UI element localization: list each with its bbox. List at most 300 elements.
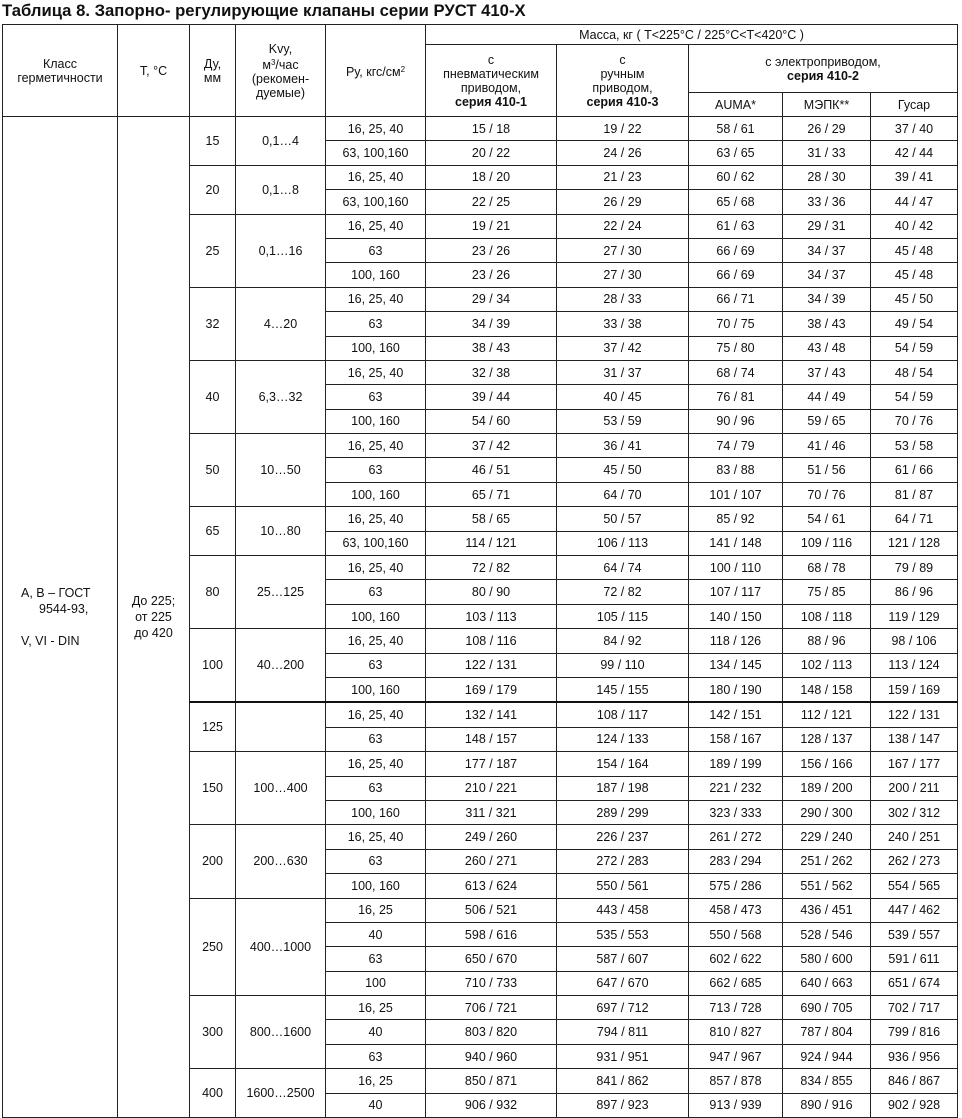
header-auma xyxy=(689,93,783,117)
gusar-mass-cell: 70 / 76 xyxy=(871,409,958,433)
pneumatic-mass-cell: 906 / 932 xyxy=(426,1093,557,1117)
py-cell: 100 xyxy=(326,971,426,995)
header-mass xyxy=(426,25,958,45)
temp-line1: До 225; xyxy=(131,594,176,608)
kvy-cell: 10…80 xyxy=(236,507,326,556)
mepk-mass-cell: 54 / 61 xyxy=(783,507,871,531)
header-man-line2: ручным xyxy=(600,66,645,81)
mepk-mass-cell: 251 / 262 xyxy=(783,849,871,873)
py-cell: 100, 160 xyxy=(326,604,426,628)
mepk-mass-cell: 29 / 31 xyxy=(783,214,871,238)
header-kvy xyxy=(236,25,326,117)
header-manual xyxy=(557,45,689,117)
mepk-mass-cell: 109 / 116 xyxy=(783,531,871,555)
gusar-mass-cell: 167 / 177 xyxy=(871,752,958,776)
pneumatic-mass-cell: 850 / 871 xyxy=(426,1069,557,1093)
py-cell: 100, 160 xyxy=(326,409,426,433)
manual-mass-cell: 443 / 458 xyxy=(557,898,689,922)
manual-mass-cell: 31 / 37 xyxy=(557,360,689,384)
auma-mass-cell: 70 / 75 xyxy=(689,312,783,336)
auma-mass-cell: 221 / 232 xyxy=(689,776,783,800)
manual-mass-cell: 99 / 110 xyxy=(557,653,689,677)
auma-mass-cell: 947 / 967 xyxy=(689,1044,783,1068)
manual-mass-cell: 841 / 862 xyxy=(557,1069,689,1093)
py-cell: 16, 25, 40 xyxy=(326,556,426,580)
kvy-cell: 1600…2500 xyxy=(236,1069,326,1118)
header-pneumatic xyxy=(426,45,557,117)
mepk-mass-cell: 108 / 118 xyxy=(783,604,871,628)
gusar-mass-cell: 42 / 44 xyxy=(871,141,958,165)
kvy-cell: 800…1600 xyxy=(236,996,326,1069)
auma-mass-cell: 107 / 117 xyxy=(689,580,783,604)
temp-cell xyxy=(118,117,190,1118)
kvy-cell: 4…20 xyxy=(236,287,326,360)
header-kvy-line1: Kvy, xyxy=(268,41,293,56)
mepk-mass-cell: 28 / 30 xyxy=(783,165,871,189)
header-electric xyxy=(689,45,958,93)
temp-line2: от 225 xyxy=(135,610,172,624)
du-cell: 200 xyxy=(190,825,236,898)
auma-mass-cell: 100 / 110 xyxy=(689,556,783,580)
manual-mass-cell: 26 / 29 xyxy=(557,190,689,214)
gusar-mass-cell: 61 / 66 xyxy=(871,458,958,482)
manual-mass-cell: 697 / 712 xyxy=(557,996,689,1020)
header-pneu-series: серия 410-1 xyxy=(455,94,527,109)
manual-mass-cell: 550 / 561 xyxy=(557,874,689,898)
py-cell: 63 xyxy=(326,727,426,751)
header-el-line1: с электроприводом, xyxy=(765,54,881,69)
manual-mass-cell: 587 / 607 xyxy=(557,947,689,971)
header-mass-text: Масса, кг ( Т<225°С / 225°С<Т<420°С ) xyxy=(579,27,804,42)
mepk-mass-cell: 834 / 855 xyxy=(783,1069,871,1093)
pneumatic-mass-cell: 65 / 71 xyxy=(426,482,557,506)
manual-mass-cell: 897 / 923 xyxy=(557,1093,689,1117)
py-cell: 16, 25, 40 xyxy=(326,702,426,727)
manual-mass-cell: 72 / 82 xyxy=(557,580,689,604)
mepk-mass-cell: 88 / 96 xyxy=(783,629,871,653)
pneumatic-mass-cell: 20 / 22 xyxy=(426,141,557,165)
auma-mass-cell: 75 / 80 xyxy=(689,336,783,360)
py-cell: 16, 25, 40 xyxy=(326,117,426,141)
gusar-mass-cell: 81 / 87 xyxy=(871,482,958,506)
manual-mass-cell: 105 / 115 xyxy=(557,604,689,628)
du-cell: 50 xyxy=(190,434,236,507)
kvy-cell: 0,1…4 xyxy=(236,117,326,166)
pneumatic-mass-cell: 108 / 116 xyxy=(426,629,557,653)
py-cell: 16, 25, 40 xyxy=(326,507,426,531)
header-mepk-text: МЭПК** xyxy=(803,97,850,112)
py-cell: 16, 25, 40 xyxy=(326,287,426,311)
header-temp xyxy=(118,25,190,117)
mepk-mass-cell: 59 / 65 xyxy=(783,409,871,433)
header-kvy-unit2: /час xyxy=(275,57,299,72)
manual-mass-cell: 272 / 283 xyxy=(557,849,689,873)
manual-mass-cell: 45 / 50 xyxy=(557,458,689,482)
py-cell: 16, 25, 40 xyxy=(326,360,426,384)
du-cell: 100 xyxy=(190,629,236,703)
pneumatic-mass-cell: 650 / 670 xyxy=(426,947,557,971)
header-klass-text: Класс герметичности xyxy=(17,56,103,85)
header-klass xyxy=(3,25,118,117)
gusar-mass-cell: 86 / 96 xyxy=(871,580,958,604)
auma-mass-cell: 74 / 79 xyxy=(689,434,783,458)
header-kvy-unit: м xyxy=(262,57,271,72)
gusar-mass-cell: 302 / 312 xyxy=(871,800,958,824)
py-cell: 63 xyxy=(326,385,426,409)
gusar-mass-cell: 240 / 251 xyxy=(871,825,958,849)
auma-mass-cell: 713 / 728 xyxy=(689,996,783,1020)
py-cell: 40 xyxy=(326,1020,426,1044)
manual-mass-cell: 64 / 74 xyxy=(557,556,689,580)
header-gusar xyxy=(871,93,958,117)
pneumatic-mass-cell: 32 / 38 xyxy=(426,360,557,384)
mepk-mass-cell: 924 / 944 xyxy=(783,1044,871,1068)
gusar-mass-cell: 45 / 48 xyxy=(871,238,958,262)
manual-mass-cell: 108 / 117 xyxy=(557,702,689,727)
pneumatic-mass-cell: 311 / 321 xyxy=(426,800,557,824)
py-cell: 100, 160 xyxy=(326,800,426,824)
table-title: Таблица 8. Запорно- регулирующие клапаны серии РУСТ 410-Х xyxy=(2,1,526,20)
py-cell: 63 xyxy=(326,312,426,336)
mepk-mass-cell: 290 / 300 xyxy=(783,800,871,824)
gusar-mass-cell: 138 / 147 xyxy=(871,727,958,751)
mepk-mass-cell: 43 / 48 xyxy=(783,336,871,360)
manual-mass-cell: 53 / 59 xyxy=(557,409,689,433)
gusar-mass-cell: 39 / 41 xyxy=(871,165,958,189)
mepk-mass-cell: 128 / 137 xyxy=(783,727,871,751)
gusar-mass-cell: 113 / 124 xyxy=(871,653,958,677)
mepk-mass-cell: 640 / 663 xyxy=(783,971,871,995)
py-cell: 40 xyxy=(326,922,426,946)
auma-mass-cell: 60 / 62 xyxy=(689,165,783,189)
header-du-line2: мм xyxy=(203,70,222,85)
mepk-mass-cell: 436 / 451 xyxy=(783,898,871,922)
valve-mass-table xyxy=(2,24,958,1118)
gusar-mass-cell: 98 / 106 xyxy=(871,629,958,653)
header-pneu-line1: с xyxy=(487,52,495,67)
kvy-cell: 40…200 xyxy=(236,629,326,703)
auma-mass-cell: 458 / 473 xyxy=(689,898,783,922)
auma-mass-cell: 118 / 126 xyxy=(689,629,783,653)
gusar-mass-cell: 936 / 956 xyxy=(871,1044,958,1068)
auma-mass-cell: 180 / 190 xyxy=(689,677,783,702)
py-cell: 100, 160 xyxy=(326,874,426,898)
auma-mass-cell: 602 / 622 xyxy=(689,947,783,971)
du-cell: 25 xyxy=(190,214,236,287)
gusar-mass-cell: 40 / 42 xyxy=(871,214,958,238)
pneumatic-mass-cell: 710 / 733 xyxy=(426,971,557,995)
manual-mass-cell: 36 / 41 xyxy=(557,434,689,458)
auma-mass-cell: 63 / 65 xyxy=(689,141,783,165)
manual-mass-cell: 24 / 26 xyxy=(557,141,689,165)
header-py-text: Ру, кгс/см xyxy=(345,64,401,79)
du-cell: 300 xyxy=(190,996,236,1069)
manual-mass-cell: 28 / 33 xyxy=(557,287,689,311)
mepk-mass-cell: 26 / 29 xyxy=(783,117,871,141)
header-gusar-text: Гусар xyxy=(897,97,931,112)
auma-mass-cell: 550 / 568 xyxy=(689,922,783,946)
mepk-mass-cell: 75 / 85 xyxy=(783,580,871,604)
auma-mass-cell: 65 / 68 xyxy=(689,190,783,214)
gusar-mass-cell: 37 / 40 xyxy=(871,117,958,141)
auma-mass-cell: 141 / 148 xyxy=(689,531,783,555)
mepk-mass-cell: 34 / 37 xyxy=(783,238,871,262)
gusar-mass-cell: 122 / 131 xyxy=(871,702,958,727)
header-temp-text: Т, °С xyxy=(139,63,168,78)
table-body xyxy=(3,117,958,1118)
gusar-mass-cell: 846 / 867 xyxy=(871,1069,958,1093)
py-cell: 40 xyxy=(326,1093,426,1117)
auma-mass-cell: 189 / 199 xyxy=(689,752,783,776)
manual-mass-cell: 22 / 24 xyxy=(557,214,689,238)
pneumatic-mass-cell: 260 / 271 xyxy=(426,849,557,873)
header-man-series: серия 410-3 xyxy=(586,94,659,109)
manual-mass-cell: 40 / 45 xyxy=(557,385,689,409)
pneumatic-mass-cell: 22 / 25 xyxy=(426,190,557,214)
mepk-mass-cell: 580 / 600 xyxy=(783,947,871,971)
pneumatic-mass-cell: 803 / 820 xyxy=(426,1020,557,1044)
gusar-mass-cell: 54 / 59 xyxy=(871,385,958,409)
auma-mass-cell: 575 / 286 xyxy=(689,874,783,898)
pneumatic-mass-cell: 103 / 113 xyxy=(426,604,557,628)
py-cell: 100, 160 xyxy=(326,677,426,702)
gusar-mass-cell: 49 / 54 xyxy=(871,312,958,336)
kvy-cell: 10…50 xyxy=(236,434,326,507)
auma-mass-cell: 134 / 145 xyxy=(689,653,783,677)
pneumatic-mass-cell: 598 / 616 xyxy=(426,922,557,946)
pneumatic-mass-cell: 132 / 141 xyxy=(426,702,557,727)
manual-mass-cell: 106 / 113 xyxy=(557,531,689,555)
gusar-mass-cell: 64 / 71 xyxy=(871,507,958,531)
mepk-mass-cell: 34 / 39 xyxy=(783,287,871,311)
gusar-mass-cell: 53 / 58 xyxy=(871,434,958,458)
pneumatic-mass-cell: 249 / 260 xyxy=(426,825,557,849)
auma-mass-cell: 810 / 827 xyxy=(689,1020,783,1044)
header-du xyxy=(190,25,236,117)
py-cell: 16, 25 xyxy=(326,898,426,922)
py-cell: 100, 160 xyxy=(326,336,426,360)
mepk-mass-cell: 229 / 240 xyxy=(783,825,871,849)
auma-mass-cell: 261 / 272 xyxy=(689,825,783,849)
du-cell: 80 xyxy=(190,556,236,629)
gusar-mass-cell: 554 / 565 xyxy=(871,874,958,898)
pneumatic-mass-cell: 18 / 20 xyxy=(426,165,557,189)
manual-mass-cell: 19 / 22 xyxy=(557,117,689,141)
manual-mass-cell: 64 / 70 xyxy=(557,482,689,506)
header-pneu-line3: приводом, xyxy=(460,80,522,95)
py-cell: 63, 100,160 xyxy=(326,141,426,165)
klass-cell xyxy=(3,117,118,1118)
auma-mass-cell: 66 / 71 xyxy=(689,287,783,311)
header-py-sup: 2 xyxy=(400,64,406,74)
gusar-mass-cell: 591 / 611 xyxy=(871,947,958,971)
py-cell: 16, 25, 40 xyxy=(326,214,426,238)
manual-mass-cell: 226 / 237 xyxy=(557,825,689,849)
pneumatic-mass-cell: 39 / 44 xyxy=(426,385,557,409)
manual-mass-cell: 50 / 57 xyxy=(557,507,689,531)
pneumatic-mass-cell: 46 / 51 xyxy=(426,458,557,482)
auma-mass-cell: 662 / 685 xyxy=(689,971,783,995)
kvy-cell: 6,3…32 xyxy=(236,360,326,433)
gusar-mass-cell: 200 / 211 xyxy=(871,776,958,800)
pneumatic-mass-cell: 19 / 21 xyxy=(426,214,557,238)
kvy-cell: 0,1…16 xyxy=(236,214,326,287)
gusar-mass-cell: 702 / 717 xyxy=(871,996,958,1020)
header-pneu-line2: пневматическим xyxy=(443,66,539,81)
du-cell: 125 xyxy=(190,702,236,751)
gusar-mass-cell: 45 / 50 xyxy=(871,287,958,311)
manual-mass-cell: 27 / 30 xyxy=(557,263,689,287)
mepk-mass-cell: 44 / 49 xyxy=(783,385,871,409)
auma-mass-cell: 90 / 96 xyxy=(689,409,783,433)
py-cell: 16, 25, 40 xyxy=(326,434,426,458)
auma-mass-cell: 66 / 69 xyxy=(689,263,783,287)
du-cell: 250 xyxy=(190,898,236,996)
mepk-mass-cell: 690 / 705 xyxy=(783,996,871,1020)
pneumatic-mass-cell: 15 / 18 xyxy=(426,117,557,141)
pneumatic-mass-cell: 148 / 157 xyxy=(426,727,557,751)
gusar-mass-cell: 159 / 169 xyxy=(871,677,958,702)
py-cell: 63, 100,160 xyxy=(326,190,426,214)
py-cell: 63 xyxy=(326,776,426,800)
mepk-mass-cell: 102 / 113 xyxy=(783,653,871,677)
table-row xyxy=(3,117,958,141)
gusar-mass-cell: 902 / 928 xyxy=(871,1093,958,1117)
auma-mass-cell: 83 / 88 xyxy=(689,458,783,482)
py-cell: 63 xyxy=(326,947,426,971)
gusar-mass-cell: 121 / 128 xyxy=(871,531,958,555)
pneumatic-mass-cell: 177 / 187 xyxy=(426,752,557,776)
kvy-cell: 400…1000 xyxy=(236,898,326,996)
auma-mass-cell: 68 / 74 xyxy=(689,360,783,384)
pneumatic-mass-cell: 210 / 221 xyxy=(426,776,557,800)
py-cell: 16, 25, 40 xyxy=(326,752,426,776)
mepk-mass-cell: 890 / 916 xyxy=(783,1093,871,1117)
manual-mass-cell: 647 / 670 xyxy=(557,971,689,995)
du-cell: 15 xyxy=(190,117,236,166)
mepk-mass-cell: 37 / 43 xyxy=(783,360,871,384)
header-man-line1: с xyxy=(619,52,626,67)
mepk-mass-cell: 41 / 46 xyxy=(783,434,871,458)
gusar-mass-cell: 262 / 273 xyxy=(871,849,958,873)
header-auma-text: AUMA* xyxy=(715,97,756,112)
auma-mass-cell: 76 / 81 xyxy=(689,385,783,409)
auma-mass-cell: 142 / 151 xyxy=(689,702,783,727)
pneumatic-mass-cell: 80 / 90 xyxy=(426,580,557,604)
gusar-mass-cell: 48 / 54 xyxy=(871,360,958,384)
du-cell: 20 xyxy=(190,165,236,214)
auma-mass-cell: 58 / 61 xyxy=(689,117,783,141)
pneumatic-mass-cell: 23 / 26 xyxy=(426,238,557,262)
py-cell: 16, 25 xyxy=(326,996,426,1020)
klass-line2: 9544-93, xyxy=(39,602,89,616)
du-cell: 400 xyxy=(190,1069,236,1118)
gusar-mass-cell: 79 / 89 xyxy=(871,556,958,580)
auma-mass-cell: 323 / 333 xyxy=(689,800,783,824)
header-el-series: серия 410-2 xyxy=(787,68,860,83)
pneumatic-mass-cell: 38 / 43 xyxy=(426,336,557,360)
mepk-mass-cell: 112 / 121 xyxy=(783,702,871,727)
klass-line1: А, В – ГОСТ xyxy=(21,586,91,600)
manual-mass-cell: 794 / 811 xyxy=(557,1020,689,1044)
pneumatic-mass-cell: 29 / 34 xyxy=(426,287,557,311)
manual-mass-cell: 124 / 133 xyxy=(557,727,689,751)
py-cell: 63 xyxy=(326,849,426,873)
gusar-mass-cell: 799 / 816 xyxy=(871,1020,958,1044)
header-kvy-line4: дуемые) xyxy=(255,85,306,100)
pneumatic-mass-cell: 114 / 121 xyxy=(426,531,557,555)
manual-mass-cell: 187 / 198 xyxy=(557,776,689,800)
header-py xyxy=(326,25,426,117)
header-kvy-sup: 3 xyxy=(270,57,276,67)
manual-mass-cell: 145 / 155 xyxy=(557,677,689,702)
header-kvy-line3: (рекомен- xyxy=(251,71,310,86)
py-cell: 16, 25, 40 xyxy=(326,825,426,849)
mepk-mass-cell: 156 / 166 xyxy=(783,752,871,776)
auma-mass-cell: 101 / 107 xyxy=(689,482,783,506)
manual-mass-cell: 21 / 23 xyxy=(557,165,689,189)
mepk-mass-cell: 70 / 76 xyxy=(783,482,871,506)
auma-mass-cell: 283 / 294 xyxy=(689,849,783,873)
py-cell: 100, 160 xyxy=(326,482,426,506)
du-cell: 65 xyxy=(190,507,236,556)
klass-line3: V, VI - DIN xyxy=(21,634,80,648)
py-cell: 63 xyxy=(326,653,426,677)
manual-mass-cell: 289 / 299 xyxy=(557,800,689,824)
py-cell: 16, 25, 40 xyxy=(326,629,426,653)
mepk-mass-cell: 31 / 33 xyxy=(783,141,871,165)
pneumatic-mass-cell: 58 / 65 xyxy=(426,507,557,531)
mepk-mass-cell: 38 / 43 xyxy=(783,312,871,336)
kvy-cell xyxy=(236,702,326,751)
pneumatic-mass-cell: 23 / 26 xyxy=(426,263,557,287)
py-cell: 63 xyxy=(326,238,426,262)
mepk-mass-cell: 551 / 562 xyxy=(783,874,871,898)
pneumatic-mass-cell: 169 / 179 xyxy=(426,677,557,702)
du-cell: 40 xyxy=(190,360,236,433)
gusar-mass-cell: 539 / 557 xyxy=(871,922,958,946)
gusar-mass-cell: 54 / 59 xyxy=(871,336,958,360)
du-cell: 32 xyxy=(190,287,236,360)
manual-mass-cell: 27 / 30 xyxy=(557,238,689,262)
auma-mass-cell: 140 / 150 xyxy=(689,604,783,628)
py-cell: 16, 25, 40 xyxy=(326,165,426,189)
pneumatic-mass-cell: 34 / 39 xyxy=(426,312,557,336)
pneumatic-mass-cell: 122 / 131 xyxy=(426,653,557,677)
pneumatic-mass-cell: 54 / 60 xyxy=(426,409,557,433)
pneumatic-mass-cell: 706 / 721 xyxy=(426,996,557,1020)
mepk-mass-cell: 33 / 36 xyxy=(783,190,871,214)
auma-mass-cell: 913 / 939 xyxy=(689,1093,783,1117)
kvy-cell: 100…400 xyxy=(236,752,326,825)
gusar-mass-cell: 651 / 674 xyxy=(871,971,958,995)
mepk-mass-cell: 528 / 546 xyxy=(783,922,871,946)
kvy-cell: 25…125 xyxy=(236,556,326,629)
auma-mass-cell: 61 / 63 xyxy=(689,214,783,238)
manual-mass-cell: 931 / 951 xyxy=(557,1044,689,1068)
header-man-line3: приводом, xyxy=(592,80,653,95)
auma-mass-cell: 158 / 167 xyxy=(689,727,783,751)
temp-line3: до 420 xyxy=(134,626,173,640)
pneumatic-mass-cell: 72 / 82 xyxy=(426,556,557,580)
mepk-mass-cell: 68 / 78 xyxy=(783,556,871,580)
manual-mass-cell: 37 / 42 xyxy=(557,336,689,360)
header-mepk xyxy=(783,93,871,117)
gusar-mass-cell: 44 / 47 xyxy=(871,190,958,214)
py-cell: 16, 25 xyxy=(326,1069,426,1093)
manual-mass-cell: 535 / 553 xyxy=(557,922,689,946)
pneumatic-mass-cell: 613 / 624 xyxy=(426,874,557,898)
